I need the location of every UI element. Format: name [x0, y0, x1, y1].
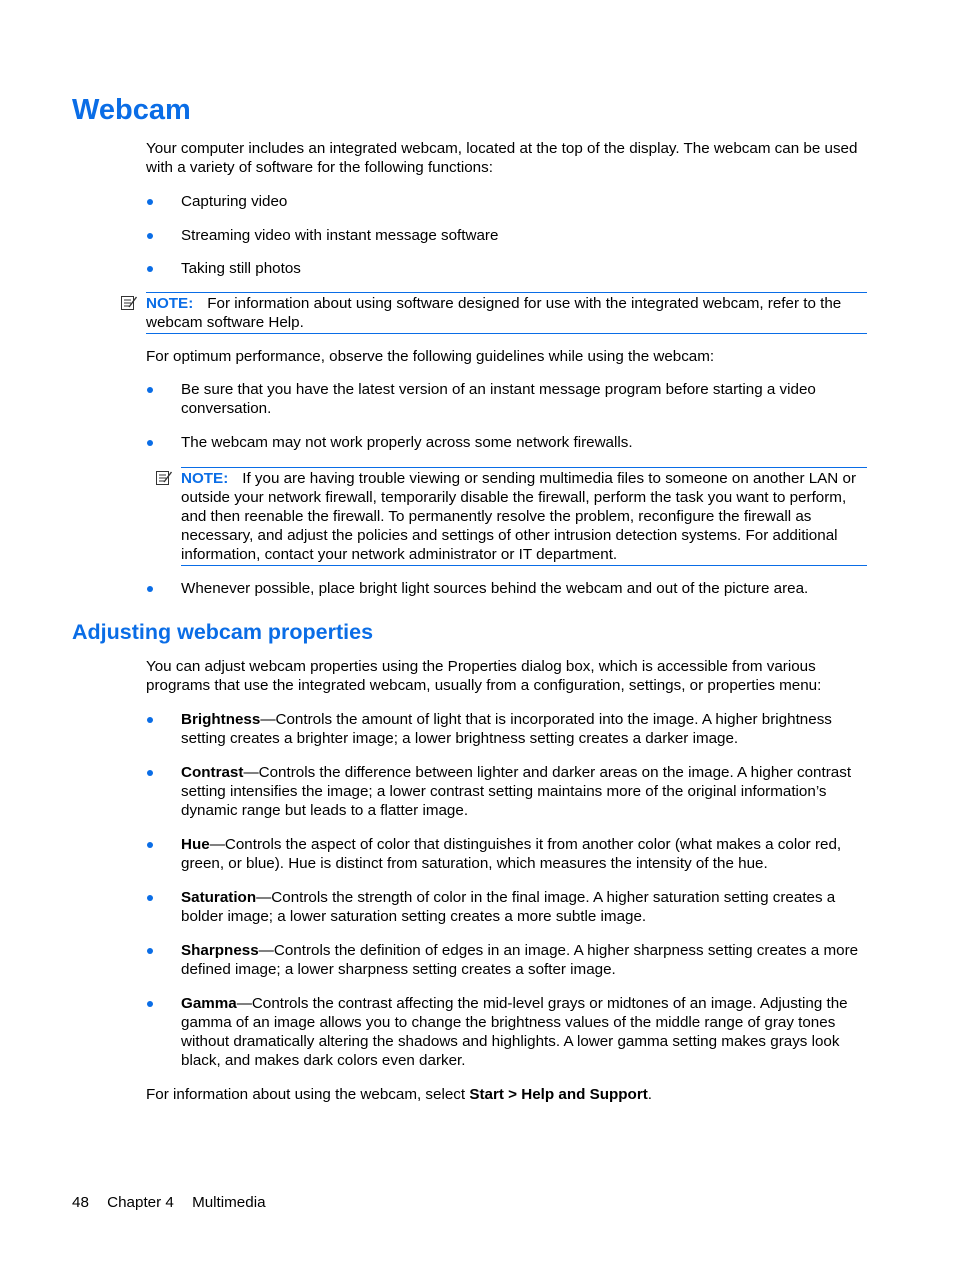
- footer-section: Multimedia: [192, 1194, 266, 1211]
- bullet-dot: [147, 266, 153, 272]
- property-item: [181, 710, 869, 748]
- closing-suffix: .: [647, 1086, 653, 1103]
- guidelines-intro: For optimum performance, observe the following guidelines while using the webcam:: [146, 348, 715, 365]
- bullet-dot: [147, 1001, 153, 1007]
- bullet-dot: [147, 770, 153, 776]
- list-item: Streaming video with instant message software: [181, 227, 499, 244]
- property-description: —Controls the contrast affecting the mid-level grays or midtones of an image. Adjusting the gamma of an image allows you to change the brightness values of the middle range of gray tones without dramatically altering the shadows and highlights. A lower gamma setting makes grays look black, and makes dark colors even darker.: [181, 995, 848, 1069]
- property-item: [181, 994, 869, 1070]
- list-item: Capturing video: [181, 193, 288, 210]
- section-heading: Adjusting webcam properties: [72, 620, 374, 644]
- property-description: —Controls the amount of light that is incorporated into the image. A higher brightness setting creates a brighter image; a lower brightness setting creates a darker image.: [181, 711, 832, 747]
- properties-intro: You can adjust webcam properties using the Properties dialog box, which is accessible from various programs that use the integrated webcam, usually from a configuration, settings, or properties menu:: [146, 658, 822, 694]
- note-icon: [155, 469, 173, 487]
- property-term: Contrast: [181, 764, 244, 781]
- property-term: Gamma: [181, 995, 237, 1012]
- bullet-dot: [147, 233, 153, 239]
- closing-prefix: For information about using the webcam, select: [146, 1086, 470, 1103]
- bullet-dot: [147, 842, 153, 848]
- bullet-dot: [147, 440, 153, 446]
- bullet-dot: [147, 387, 153, 393]
- property-item: [181, 888, 869, 926]
- property-item: [181, 941, 869, 979]
- note-label: NOTE:: [181, 470, 229, 487]
- bullet-dot: [147, 199, 153, 205]
- property-description: —Controls the definition of edges in an image. A higher sharpness setting creates a more defined image; a lower sharpness setting creates a softer image.: [181, 942, 859, 978]
- list-item: Taking still photos: [181, 260, 301, 277]
- intro-paragraph: Your computer includes an integrated webcam, located at the top of the display. The webcam can be used with a variety of software for the following functions:: [146, 140, 858, 176]
- list-item: Whenever possible, place bright light sources behind the webcam and out of the picture area.: [181, 580, 809, 597]
- property-description: —Controls the aspect of color that distinguishes it from another color (what makes a color red, green, or blue). Hue is distinct from saturation, which measures the intensity of the hue.: [181, 836, 842, 872]
- note-box: [146, 292, 867, 334]
- closing-menu-path: Start > Help and Support: [469, 1086, 648, 1103]
- list-item: The webcam may not work properly across some network firewalls.: [181, 434, 633, 451]
- note-label: NOTE:: [146, 295, 194, 312]
- note-icon: [120, 294, 138, 312]
- bullet-dot: [147, 948, 153, 954]
- property-term: Saturation: [181, 889, 257, 906]
- property-term: Hue: [181, 836, 210, 853]
- bullet-dot: [147, 895, 153, 901]
- property-description: —Controls the difference between lighter and darker areas on the image. A higher contrast setting intensifies the image; a lower contrast setting maintains more of the original information’s dynamic range but leads to a flatter image.: [181, 764, 852, 819]
- property-term: Sharpness: [181, 942, 259, 959]
- note-text-block: [146, 294, 867, 332]
- note-text: For information about using software designed for use with the integrated webcam, refer to the webcam software Help.: [146, 295, 842, 331]
- closing-paragraph: [146, 1085, 868, 1104]
- list-item: Be sure that you have the latest version of an instant message program before starting a video conversation.: [181, 381, 816, 417]
- page-footer: [72, 1193, 280, 1212]
- property-description: —Controls the strength of color in the final image. A higher saturation setting creates a bolder image; a lower saturation setting creates a more subtle image.: [181, 889, 836, 925]
- footer-chapter: Chapter 4: [107, 1194, 174, 1211]
- property-item: [181, 835, 869, 873]
- bullet-dot: [147, 586, 153, 592]
- property-term: Brightness: [181, 711, 261, 728]
- page-title: Webcam: [72, 94, 191, 126]
- bullet-dot: [147, 717, 153, 723]
- note-text: If you are having trouble viewing or sending multimedia files to someone on another LAN or outside your network firewall, temporarily disable the firewall, perform the task you want to perform, and then reenable the firewall. To permanently resolve the problem, reconfigure the firewall as necessary, and adjust the policies and settings of other intrusion detection systems. For additional information, contact your network administrator or IT department.: [181, 470, 857, 563]
- note-box: [181, 467, 867, 566]
- property-item: [181, 763, 869, 820]
- page-number: 48: [72, 1194, 89, 1211]
- note-text-block: [181, 469, 867, 564]
